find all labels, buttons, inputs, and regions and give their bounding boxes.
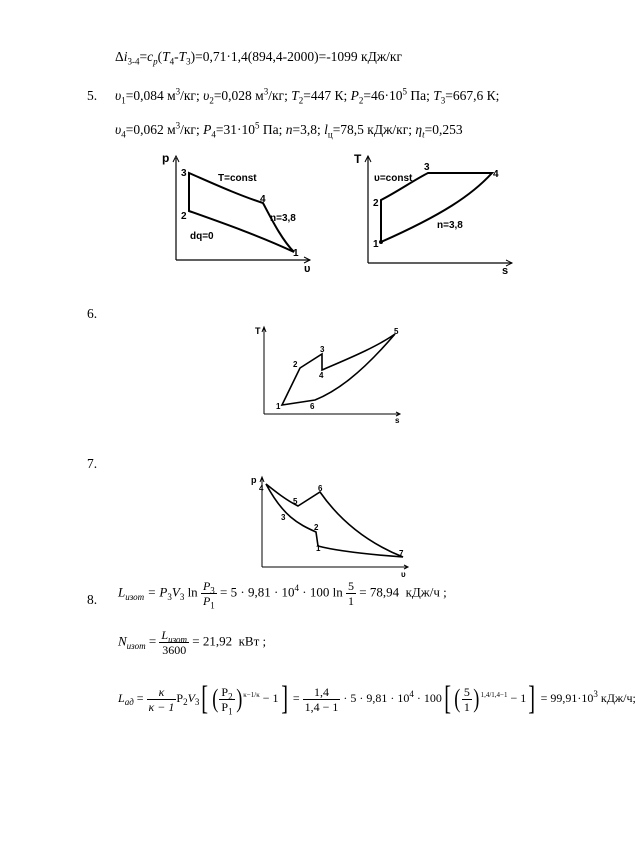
equals: = xyxy=(148,633,157,649)
v4-symbol: υ xyxy=(115,122,122,137)
equation-l-isot xyxy=(118,579,447,611)
var-i: i xyxy=(123,49,128,64)
sub: изот xyxy=(168,634,188,645)
sup: 4 xyxy=(294,583,300,594)
var-t3: T xyxy=(178,49,187,64)
num: 5 xyxy=(347,579,354,593)
fraction-l-3600 xyxy=(159,628,189,657)
point-1: 1 xyxy=(276,402,281,411)
exp-num: κ−1 xyxy=(243,690,255,699)
sub: 3 xyxy=(179,592,185,603)
fraction-5-1 xyxy=(346,579,356,608)
equals: = xyxy=(139,49,148,64)
unit: кВт ; xyxy=(238,633,267,649)
sup: 3 xyxy=(175,86,181,97)
sub-34: 3-4 xyxy=(127,56,140,67)
item-5-number: 5. xyxy=(87,88,98,103)
item-6-number: 6. xyxy=(87,306,98,321)
v-symbol: V xyxy=(187,690,195,705)
unit: кДж/ч ; xyxy=(405,584,447,600)
n-symbol: n xyxy=(285,122,293,137)
unit: /кг; xyxy=(268,88,292,103)
v2-symbol: υ xyxy=(203,88,210,103)
ln: ln xyxy=(184,584,198,600)
unit: /кг; xyxy=(180,88,204,103)
point-3: 3 xyxy=(320,345,325,354)
num: 5 xyxy=(463,684,470,699)
point-3: 3 xyxy=(424,162,430,173)
cycle-path xyxy=(282,334,395,405)
x-label: υ xyxy=(304,263,311,275)
point-1: 1 xyxy=(293,248,299,259)
sup: 4 xyxy=(409,688,414,699)
den: κ − 1 xyxy=(148,699,175,714)
cycle-path xyxy=(266,484,403,557)
sub: изот xyxy=(125,592,145,603)
label-t-const: T=const xyxy=(218,173,257,184)
unit: Па; xyxy=(259,122,286,137)
point-3: 3 xyxy=(281,513,286,522)
num: 1,4 xyxy=(303,685,341,700)
calc: · 5 · 9,81 · 10 xyxy=(343,690,410,705)
sup: 5 xyxy=(402,86,407,97)
var-c: c xyxy=(147,49,154,64)
calc2: · 100 xyxy=(413,690,442,705)
equation-l-ad xyxy=(118,680,636,717)
point-1-dot xyxy=(379,240,383,244)
v1-symbol: υ xyxy=(115,88,122,103)
den: P xyxy=(221,699,229,714)
den: P xyxy=(202,594,211,608)
paren: ( xyxy=(157,49,163,64)
sub: 3 xyxy=(167,592,172,603)
l-symbol: L xyxy=(118,584,126,600)
delta-symbol: Δ xyxy=(115,49,124,64)
den: 3600 xyxy=(162,643,187,657)
v2-value: =0,028 м xyxy=(213,88,264,103)
p4-value: =31·10 xyxy=(215,122,255,137)
point-3: 3 xyxy=(181,168,187,179)
fraction-kappa xyxy=(147,685,177,714)
num: L xyxy=(161,628,169,642)
den: 1,4 − 1 xyxy=(304,699,339,714)
minus-one: − 1 xyxy=(262,690,279,705)
v1-value: =0,084 м xyxy=(125,88,176,103)
bracket-open-2: [ xyxy=(444,680,451,717)
exponent-2: 1,4/1,4−1 xyxy=(480,690,508,699)
label-n: n=3,8 xyxy=(437,220,463,231)
fraction-1-4 xyxy=(303,685,341,714)
sub: 4 xyxy=(121,129,126,140)
point-6: 6 xyxy=(318,484,323,493)
t2-symbol: T xyxy=(291,88,299,103)
result: = 78,94 xyxy=(359,584,400,600)
eq-text: = P xyxy=(147,584,168,600)
calc: = 5 · 9,81 · 10 xyxy=(220,584,295,600)
exp-num: 1,4 xyxy=(480,690,490,699)
var-t4: T xyxy=(162,49,170,64)
v-symbol: V xyxy=(171,584,180,600)
result: = 99,91·10 xyxy=(540,690,594,705)
p-symbol: P xyxy=(176,690,184,705)
sub: 2 xyxy=(209,95,214,106)
sub: 4 xyxy=(211,129,216,140)
fraction-5-1-b xyxy=(462,685,472,714)
x-label: υ xyxy=(401,570,406,579)
bracket-close-2: ] xyxy=(528,680,536,717)
sub: 2 xyxy=(358,95,364,106)
pv-diagram-7 xyxy=(248,470,414,580)
equals: = xyxy=(292,690,300,705)
exp-den: 1,4−1 xyxy=(491,690,508,699)
point-4: 4 xyxy=(493,169,499,180)
point-5: 5 xyxy=(394,327,399,336)
l-symbol: l xyxy=(324,122,328,137)
ts-diagram-6 xyxy=(250,320,410,428)
t3-symbol: T xyxy=(433,88,441,103)
t3-value: =667,6 К; xyxy=(445,88,500,103)
sub-p: p xyxy=(153,56,158,67)
point-1: 1 xyxy=(373,239,379,250)
p2-symbol: P xyxy=(350,88,359,103)
delta-i-equation xyxy=(115,49,402,65)
point-2: 2 xyxy=(314,523,319,532)
sub: 3 xyxy=(210,585,215,596)
item-5-line-2 xyxy=(115,122,463,138)
unit: кДж/ч; xyxy=(600,690,636,705)
delta-i-rest: )=0,71·1,4(894,4-2000)=-1099 кДж/кг xyxy=(190,49,403,64)
y-label: p xyxy=(162,151,170,165)
sup: 3 xyxy=(263,86,269,97)
v4-value: =0,062 м xyxy=(125,122,176,137)
paren-close: ) xyxy=(235,684,242,713)
label-v-const: υ=const xyxy=(374,173,413,184)
point-2: 2 xyxy=(373,198,379,209)
minus: - xyxy=(174,49,179,64)
pv-diagram-5 xyxy=(160,150,320,275)
paren-open: ( xyxy=(212,684,219,713)
exp-den: κ xyxy=(256,690,260,699)
n-value: =3,8; xyxy=(292,122,325,137)
sub: 3 xyxy=(440,95,446,106)
item-8-number: 8. xyxy=(87,592,98,607)
bracket-open: [ xyxy=(201,680,209,717)
fraction-p3-p1 xyxy=(201,579,217,611)
l-symbol: L xyxy=(118,690,125,705)
x-label: s xyxy=(395,416,400,425)
unit: /кг; xyxy=(180,122,204,137)
ts-diagram-5 xyxy=(352,150,520,275)
sup: 3 xyxy=(593,688,598,699)
bracket-close: ] xyxy=(280,680,288,717)
paren-close-2: ) xyxy=(473,684,480,713)
sub: t xyxy=(422,129,425,140)
point-6: 6 xyxy=(310,402,315,411)
sub: 1 xyxy=(121,95,126,106)
result: = 21,92 xyxy=(192,633,233,649)
t2-value: =447 К; xyxy=(303,88,351,103)
sub: ад xyxy=(124,697,134,708)
den: 1 xyxy=(463,699,470,714)
sub-4: 4 xyxy=(169,56,175,67)
point-4: 4 xyxy=(319,371,324,380)
point-2: 2 xyxy=(293,360,298,369)
n-symbol: N xyxy=(118,633,127,649)
label-n: n=3,8 xyxy=(270,213,296,224)
fraction-p2-p1 xyxy=(219,685,234,714)
num: κ xyxy=(147,685,177,700)
point-1: 1 xyxy=(316,544,321,553)
sup: 3 xyxy=(175,120,181,131)
sub: 3 xyxy=(194,697,200,708)
paren-open-2: ( xyxy=(454,684,461,713)
item-5-line-1 xyxy=(115,88,499,104)
point-4: 4 xyxy=(260,194,266,205)
num: P xyxy=(202,579,211,593)
sub: ц xyxy=(327,129,333,140)
p4-symbol: P xyxy=(203,122,212,137)
point-5: 5 xyxy=(293,497,298,506)
eta-value: =0,253 xyxy=(424,122,463,137)
sub: 2 xyxy=(228,690,233,701)
sub: 1 xyxy=(228,705,233,716)
point-7: 7 xyxy=(399,549,404,558)
calc2: · 100 ln xyxy=(299,584,343,600)
eta-symbol: η xyxy=(415,122,423,137)
num: P xyxy=(221,684,229,699)
equation-n-isot xyxy=(118,628,266,657)
x-label: s xyxy=(502,265,509,277)
l-value: =78,5 кДж/кг; xyxy=(332,122,416,137)
sub: 2 xyxy=(183,697,188,708)
minus-one: − 1 xyxy=(510,690,527,705)
y-label: p xyxy=(251,475,257,485)
sup: 5 xyxy=(254,120,260,131)
sub: изот xyxy=(126,641,146,652)
sub: 1 xyxy=(210,600,215,611)
point-2: 2 xyxy=(181,211,187,222)
den: 1 xyxy=(347,594,354,608)
unit: Па; xyxy=(406,88,434,103)
label-dq: dq=0 xyxy=(190,231,214,242)
p2-value: =46·10 xyxy=(363,88,403,103)
exponent-kappa: κ−1/κ xyxy=(243,690,260,699)
sub: 2 xyxy=(298,95,304,106)
equals: = xyxy=(136,690,144,705)
item-7-number: 7. xyxy=(87,456,98,471)
sub-3: 3 xyxy=(186,56,191,67)
y-label: T xyxy=(255,326,261,336)
y-label: T xyxy=(354,152,362,166)
point-4: 4 xyxy=(259,484,264,493)
